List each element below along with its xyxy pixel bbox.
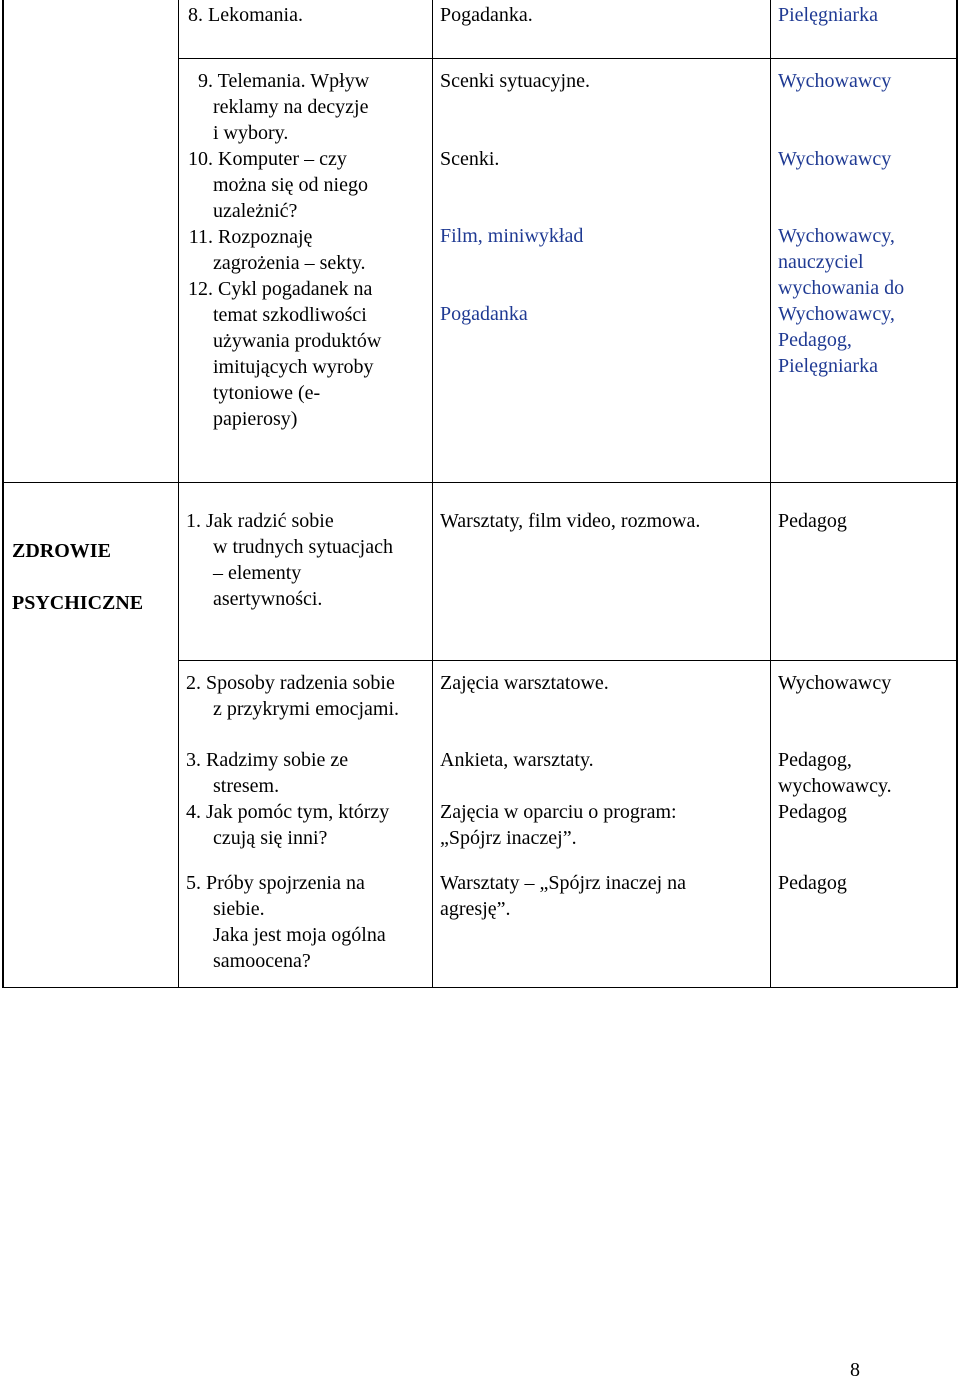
- responsible-9: Wychowawcy: [778, 70, 892, 92]
- method-b4: Zajęcia w oparciu o program: „Spójrz inaczej”.: [440, 801, 677, 849]
- row-divider-inner: [178, 660, 958, 661]
- responsible-8: Pielęgniarka: [778, 4, 878, 26]
- responsible-b2: Wychowawcy: [778, 672, 892, 694]
- topic-8: 8. Lekomania.: [188, 4, 303, 26]
- method-8: Pogadanka.: [440, 4, 533, 26]
- method-9: Scenki sytuacyjne.: [440, 70, 590, 92]
- column-divider-3: [770, 0, 771, 988]
- column-divider-2: [432, 0, 433, 988]
- method-11: Film, miniwykład: [440, 225, 584, 247]
- row-divider-top: [178, 58, 958, 59]
- responsible-b3: Pedagog, wychowawcy.: [778, 749, 892, 797]
- topic-b3-b4: [186, 747, 430, 851]
- method-b5: Warsztaty – „Spójrz inaczej na agresję”.: [440, 872, 687, 920]
- responsible-b5: Pedagog: [778, 872, 847, 894]
- responsible-12: Wychowawcy, Pedagog, Pielęgniarka: [778, 303, 895, 377]
- topic-b4: 4. Jak pomóc tym, którzy czują się inni?: [186, 801, 390, 849]
- method-12: Pogadanka: [440, 303, 528, 325]
- table-left-border: [2, 0, 4, 988]
- topic-b3: 3. Radzimy sobie ze stresem.: [186, 749, 349, 797]
- section-label: [12, 512, 143, 616]
- method-b2: Zajęcia warsztatowe.: [440, 672, 609, 694]
- topic-b1: 1. Jak radzić sobie w trudnych sytuacjach – elementy asertywności.: [186, 510, 393, 610]
- topic-11: 11. Rozpoznaję zagrożenia – sekty.: [188, 226, 366, 274]
- topic-b5: 5. Próby spojrzenia na siebie. Jaka jest moja ogólna samoocena?: [186, 872, 386, 972]
- table-bottom-border: [2, 987, 958, 988]
- topic-b2: 2. Sposoby radzenia sobie z przykrymi emocjami.: [186, 672, 400, 720]
- topic-9: 9. Telemania. Wpływ reklamy na decyzje i wybory.: [198, 70, 370, 144]
- method-b1: Warsztaty, film video, rozmowa.: [440, 510, 701, 532]
- topic-12: 12. Cykl pogadanek na temat szkodliwości używania produktów imitujących wyroby tytoniowe (e- papierosy): [188, 278, 382, 430]
- responsible-b1: Pedagog: [778, 510, 847, 532]
- responsible-b4: Pedagog: [778, 801, 847, 823]
- table-right-border: [956, 0, 958, 988]
- topic-list-a: [180, 68, 430, 432]
- responsible-11: Wychowawcy, nauczyciel wychowania do: [778, 225, 905, 299]
- section-label-line1: ZDROWIE: [12, 540, 111, 562]
- section-label-line2: PSYCHICZNE: [12, 592, 144, 614]
- page-number: 8: [850, 1359, 860, 1381]
- responsible-10: Wychowawcy: [778, 148, 892, 170]
- column-divider-1: [178, 0, 179, 988]
- row-divider-section: [2, 482, 958, 483]
- method-10: Scenki.: [440, 148, 500, 170]
- topic-10: 10. Komputer – czy można się od niego uzależnić?: [188, 148, 368, 222]
- method-b3: Ankieta, warsztaty.: [440, 749, 594, 771]
